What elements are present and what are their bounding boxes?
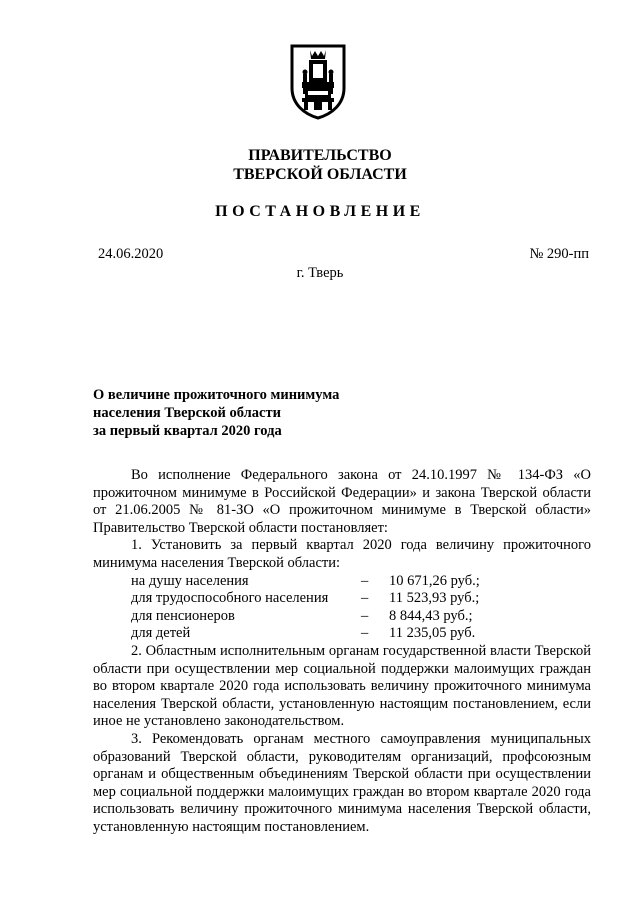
item-2-paragraph: 2. Областным исполнительным органам государственной власти Тверской области при осуществлении мер социальной поддержки малоимущих граждан во втором квартале 2020 года использовать величину прожиточного минимума населения Тверской области, установленную настоящим постановлением, если иное не установлено законодательством. [93,642,591,730]
document-body [93,467,591,836]
amount-value: 11 523,93 руб.; [389,590,480,607]
organization-title-line2: ТВЕРСКОЙ ОБЛАСТИ [233,166,407,183]
tver-coat-of-arms-icon [288,42,348,120]
amount-dash: – [361,572,369,589]
amount-value: 11 235,05 руб. [389,625,476,642]
amount-row [93,608,591,626]
amount-row [93,590,591,608]
document-number: № 290-пп [529,246,589,262]
document-subject [93,386,339,440]
subject-line3: за первый квартал 2020 года [93,423,282,439]
subject-line1: О величине прожиточного минимума [93,387,340,403]
document-date: 24.06.2020 [98,246,164,262]
amount-dash: – [361,625,369,642]
organization-title [0,146,640,184]
document-city: г. Тверь [296,265,344,281]
amount-label: для пенсионеров [131,607,235,624]
amount-value: 8 844,43 руб.; [389,607,473,624]
item-1-paragraph: 1. Установить за первый квартал 2020 года величину прожиточного минимума населения Тверской области: [93,537,591,571]
amount-dash: – [361,607,369,624]
amount-label: для трудоспособного населения [131,590,329,607]
organization-title-line1: ПРАВИТЕЛЬСТВО [248,147,392,164]
subject-line2: населения Тверской области [93,405,281,421]
amount-label: на душу населения [131,572,249,589]
item-3-paragraph: 3. Рекомендовать органам местного самоуправления муниципальных образований Тверской области, руководителям организаций, профсоюзным органам и общественным объединениям Тверской области при осуществлении мер социальной поддержки малоимущих граждан во втором квартале 2020 года использовать величину прожиточного минимума населения Тверской области, установленную настоящим постановлением. [93,730,591,835]
document-type-heading: ПОСТАНОВЛЕНИЕ [215,203,425,220]
amount-row [93,625,591,643]
amount-row [93,573,591,591]
amounts-list [93,573,591,643]
amount-dash: – [361,590,369,607]
amount-value: 10 671,26 руб.; [389,572,480,589]
intro-paragraph: Во исполнение Федерального закона от 24.10.1997 № 134-ФЗ «О прожиточном минимуме в Российской Федерации» и закона Тверской области от 21.06.2005 № 81-ЗО «О прожиточном минимуме в Тверской области» Правительство Тверской области постановляет: [93,467,591,536]
amount-label: для детей [131,625,191,642]
